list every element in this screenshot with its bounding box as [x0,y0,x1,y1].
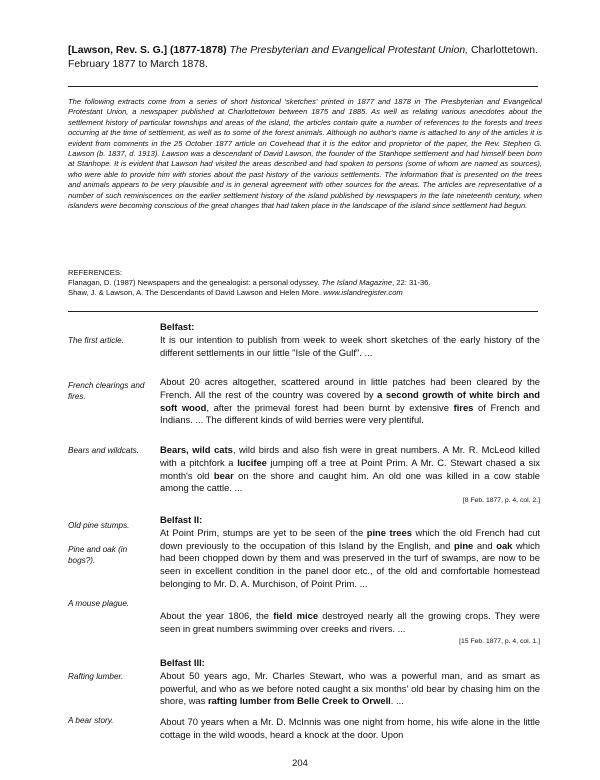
margin-note: Pine and oak (in bogs?). [68,545,128,565]
paragraph [160,610,540,636]
text-span: . ... [390,695,404,707]
paragraph [160,444,540,495]
section-heading: Belfast III: [160,657,205,668]
margin-note: A mouse plague. [68,599,130,608]
text-span: and [473,539,497,551]
bold-term: oak [496,539,513,551]
text-span: , wild birds and also fish were in great numbers. A Mr. R. McLeod killed with a pitchfork a [160,444,540,468]
reference-item [68,278,542,288]
bold-term: pine [453,539,474,551]
bold-term: pine trees [366,526,412,538]
paragraph: About 70 years when a Mr. D. McInnis was one night from home, his wife alone in the little cottage in the wild woods, heard a knock at the door. Upon [160,716,540,740]
bold-term: Bears, wild cats [160,444,233,455]
margin-note: Bears and wildcats. [68,446,139,455]
reference-volume: , 22: 31-36. [392,278,431,287]
citation-work: The Presbyterian and Evangelical Protestant Union, [229,45,469,56]
divider-top [68,86,538,87]
text-span: on the shore and caught him. An old one was killed in a cow stable among the cattle. ... [160,469,540,494]
bold-term: rafting lumber from Belle Creek to Orwell [207,695,391,707]
margin-note: French clearings and fires. [68,381,145,401]
text-span: , after the primeval forest had been burnt by extensive [206,401,454,413]
reference-journal: The Island Magazine [321,278,393,287]
section-heading: Belfast II: [160,514,203,525]
citation-header [68,44,543,72]
text-span: which the old French had cut down previously to the occupation of this Island by the English, and [160,526,541,551]
text-span: About 50 years ago, Mr. Charles Stewart, who was a powerful man, and as smart as powerful, and who as we before noted caught a six months' old bear by chasing him on the shore, was [160,669,540,707]
source-citation: [15 Feb. 1877, p. 4, col. 1.] [459,637,540,645]
paragraph [160,376,540,427]
margin-note: The first article. [68,336,124,345]
text-span: which had been chopped down by them and was preserved in the turf of swamps, are now to be seen in excellent condition in the panel door etc., of the old and comfortable homestead belonging to Mr. D. A. Murchison, of Point Prim. ... [160,539,540,589]
margin-note: Old pine stumps. [68,521,130,530]
margin-note: A bear story. [68,716,114,725]
citation-author: [Lawson, Rev. S. G.] (1877-1878) [68,45,227,56]
source-citation: [8 Feb. 1877, p. 4, col. 2.] [462,497,540,505]
reference-text: Shaw, J. & Lawson, A. The Descendants of David Lawson and Helen More. [68,288,322,298]
citation-publication: Charlottetown. February 1877 to March 1878. [68,45,538,70]
section-belfast-ii [160,514,540,591]
references-heading: REFERENCES: [68,268,123,277]
paragraph [160,527,540,591]
reference-text: Flanagan, D. (1987) Newspapers and the genealogist: a personal odyssey. [68,278,320,287]
bold-term: a second growth of white birch and soft wood [160,388,540,413]
bold-term: fires [453,401,474,413]
text-span: About 20 acres altogether, scattered around in little patches had been cleared by the French. All the rest of the country was covered by [160,376,540,400]
paragraph [160,670,540,708]
section-belfast [160,321,540,359]
text-span: of French and Indians. ... The different kinds of wild berries were very plentiful. [160,401,541,426]
section-heading: Belfast: [160,321,195,332]
bold-term: bear [213,469,234,481]
divider-middle [68,311,538,312]
reference-item [68,288,542,298]
paragraph-block [160,444,540,506]
paragraph-block [160,610,540,647]
reference-url: www.islandregister.com [323,288,403,298]
text-span: About the year 1806, the [160,610,274,621]
margin-note: Rafting lumber. [68,672,124,681]
bold-term: field mice [273,610,319,621]
text-span: jumping off a tree at Point Prim. A Mr. C. Stewart chased a six month's old [160,456,540,481]
section-belfast-iii [160,657,540,708]
page-number: 204 [292,757,308,768]
bold-term: lucifee [237,456,267,468]
text-span: destroyed nearly all the growing crops. They were seen in great numbers swimming over creeks and rivers. ... [160,610,540,634]
paragraph: It is our intention to publish from week to week short sketches of the early history of the different settlements in our little "Isle of the Gulf". ... [160,333,540,358]
introduction: The following extracts come from a series of short historical 'sketches' printed in 1877 and 1878 in The Presbyterian and Evangelical Protestant Union, a newspaper published at Charlottetown between 1875 and 1885. As well as relating various anecdotes about the settlement history of particular townships and areas of the island, the articles contain quite a number of references to the forests and trees occurring at the time of settlement, as well as to some of the forest animals. Although no author's name is attached to any of the articles it is evident from comments in the 25 October 1877 article on Covehead that it is the editor and proprietor of the paper, the Rev. Stephen G. Lawson (b. 1837, d. 1913). Lawson was a descendant of David Lawson, the founder of the Stanhope settlement and had himself been born at Stanhope. It is evident that Lawson had visited the areas described and had spoken to persons (some of whom are named as sources), who were able to provide him with stories about the past history of the various settlements. The information that is presented on the trees and animals appears to be very plausible and is in general agreement with other sources for the areas. The articles are representative of a number of such reminiscences on the earlier settlement history of the island published by newspapers in the late nineteenth century, when islanders were becoming conscious of the great changes that had taken place in the landscape of the island since settlement had begun. [68,97,542,211]
text-span: At Point Prim, stumps are yet to be seen of the [160,526,367,538]
references-list [68,278,542,299]
